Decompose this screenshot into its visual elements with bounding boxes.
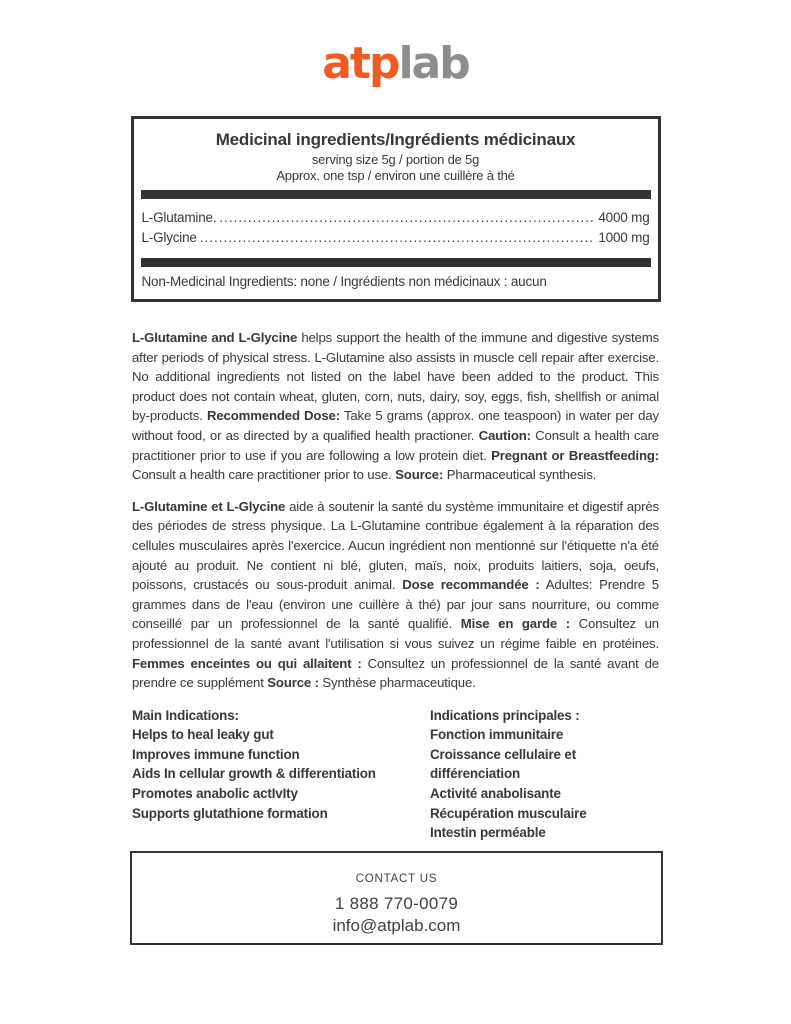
logo-text-lab: lab [398, 38, 469, 89]
indication-item: Fonction immunitaire [430, 727, 564, 743]
dot-leader [219, 208, 595, 228]
indication-item: Helps to heal leaky gut [132, 727, 274, 743]
indication-item: Activité anabolisante [430, 786, 561, 802]
medicinal-ingredients-title: Medicinal ingredients/Ingrédients médicinaux [215, 130, 576, 149]
contact-phone-number: 1 888 770-0079 [334, 894, 459, 913]
english-description-paragraph: L-Glutamine and L-Glycine helps support the health of the immune and digestive systems after periods of physical stress. L-Glutamine also assists in muscle cell repair after exercise. No additional ingredients not listed on the label have been added to the product. This product does not contain wheat, gluten, corn, nuts, dairy, soy, eggs, fish, shellfish or animal by-products. Recommended Dose: Take 5 grams (approx. one teaspoon) in water per day without food, or as directed by a qualified health practioner. Caution: Consult a health care practitioner prior to use if you are following a low protein diet. Pregnant or Breastfeeding: Consult a health care practitioner prior to use. Source: Pharmaceutical synthesis. [132, 330, 659, 483]
indication-item: Croissance cellulaire et différenciation [430, 746, 577, 782]
indications-title-fr: Indications principales : [430, 707, 580, 723]
indication-item: Supports glutathione formation [132, 805, 328, 821]
ingredient-row-glycine [142, 228, 650, 248]
ingredient-name: L-Glutamine. [141, 210, 217, 225]
contact-us-heading: CONTACT US [355, 873, 438, 885]
indication-item: Intestin perméable [430, 825, 546, 841]
indication-item: Aids In cellular growth & differentiation [132, 766, 376, 782]
main-indications-english [132, 706, 430, 843]
indication-item: Improves immune function [132, 746, 300, 762]
serving-approx-line: Approx. one tsp / environ une cuillère à thé [276, 167, 515, 183]
medicinal-ingredients-panel [131, 116, 661, 302]
contact-email-address: info@atplab.com [332, 916, 461, 935]
main-indications-french [430, 706, 659, 843]
ingredient-list [134, 199, 658, 249]
logo-text-atp: atp [322, 38, 399, 89]
ingredient-amount: 4000 mg [598, 210, 650, 225]
dot-leader [200, 228, 596, 248]
contact-panel [130, 851, 663, 945]
ingredient-amount: 1000 mg [598, 230, 650, 245]
divider-bar-top [141, 190, 651, 199]
ingredient-row-glutamine [142, 208, 650, 228]
atplab-logo [0, 0, 791, 89]
indications-columns [132, 706, 659, 843]
non-medicinal-line: Non-Medicinal Ingredients: none / Ingrédients non médicinaux : aucun [141, 274, 547, 289]
indication-item: Récupération musculaire [430, 805, 587, 821]
serving-size-line: serving size 5g / portion de 5g [311, 152, 480, 167]
ingredient-name: L-Glycine [141, 230, 197, 245]
indication-item: Promotes anabolic actIvIty [132, 786, 298, 802]
french-description-paragraph: L-Glutamine et L-Glycine aide à soutenir la santé du système immunitaire et digestif après des périodes de stress physique. La L-Glutamine contribue également à la réparation des cellules musculaires après l'exercice. Aucun ingrédient non mentionné sur l'étiquette n'a été ajouté au produit. Ne contient ni blé, gluten, maïs, noix, produits laitiers, soja, oeufs, poissons, crustacés ou sous-produit animal. Dose recommandée : Adultes: Prendre 5 grammes dans de l'eau (environ une cuillère à thé) par jour sans nourriture, ou comme conseillé par un professionnel de la santé qualifié. Mise en garde : Consultez un professionnel de la santé avant l'utilisation si vous suivez un régime faible en protéines. Femmes enceintes ou qui allaitent : Consultez un professionnel de la santé avant de prendre ce supplément Source : Synthèse pharmaceutique. [132, 498, 659, 691]
divider-bar-bottom [141, 258, 651, 267]
indications-title-en: Main Indications: [132, 707, 239, 723]
